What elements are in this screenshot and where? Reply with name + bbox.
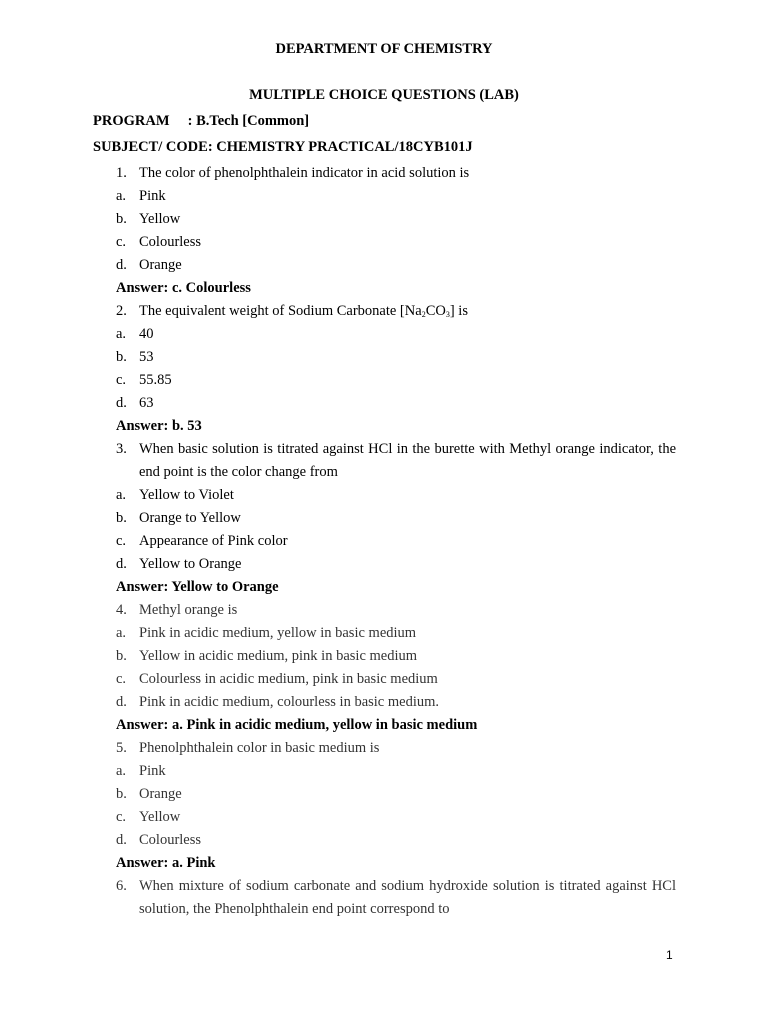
option-letter: a. [116,763,127,779]
option-letter: a. [116,188,127,204]
question-2 [116,300,676,323]
option-text: 53 [139,349,154,365]
option-text: Yellow [139,211,181,227]
option-row [116,691,676,714]
option-letter: c. [116,809,127,825]
option-row [116,484,676,507]
option-text: Orange [139,257,182,273]
option-row [116,806,676,829]
option-letter: c. [116,372,127,388]
question-text: Methyl orange is [139,602,238,618]
subscript: 2 [421,310,426,319]
question-5 [116,737,676,760]
question-4 [116,599,676,622]
subject-line: SUBJECT/ CODE: CHEMISTRY PRACTICAL/18CYB101J [93,139,473,155]
answer-line: Answer: a. Pink in acidic medium, yellow in basic medium [116,717,478,733]
option-text: Colourless in acidic medium, pink in basic medium [139,671,438,687]
option-text: Pink in acidic medium, colourless in basic medium. [139,694,440,710]
option-text: Orange to Yellow [139,510,241,526]
option-letter: b. [116,211,127,227]
question-text [139,300,676,323]
question-3 [116,438,676,484]
answer-line: Answer: c. Colourless [116,280,251,296]
option-letter: b. [116,648,127,664]
document-title: MULTIPLE CHOICE QUESTIONS (LAB) [249,87,519,103]
option-row [116,185,676,208]
question-number: 4. [116,602,127,618]
question-number: 3. [116,441,127,457]
option-row [116,346,676,369]
question-6 [116,875,676,921]
question-text: Phenolphthalein color in basic medium is [139,740,380,756]
option-text: Colourless [139,234,202,250]
option-row [116,760,676,783]
option-row [116,323,676,346]
department-heading: DEPARTMENT OF CHEMISTRY [275,41,493,57]
option-row [116,507,676,530]
option-letter: d. [116,556,127,572]
option-text: Colourless [139,832,202,848]
option-text: 55.85 [139,372,172,388]
question-text: When basic solution is titrated against HCl in the burette with Methyl orange indicator, the end point is the color change from [139,441,676,480]
option-letter: a. [116,326,127,342]
option-letter: c. [116,671,127,687]
option-letter: b. [116,349,127,365]
option-row [116,208,676,231]
option-row [116,254,676,277]
option-row [116,369,676,392]
option-row [116,231,676,254]
option-letter: d. [116,257,127,273]
option-text: Pink [139,188,166,204]
option-row [116,622,676,645]
answer-line: Answer: a. Pink [116,855,216,871]
option-letter: a. [116,625,127,641]
option-letter: b. [116,786,127,802]
option-letter: d. [116,395,127,411]
answer-line: Answer: Yellow to Orange [116,579,279,595]
question-text-part: ] is [449,303,468,319]
option-text: Pink in acidic medium, yellow in basic medium [139,625,417,641]
option-text: Yellow to Orange [139,556,242,572]
question-text: When mixture of sodium carbonate and sodium hydroxide solution is titrated against HCl solution, the Phenolphthalein end point correspond to [139,878,676,917]
question-1 [116,162,676,185]
option-row [116,392,676,415]
option-text: 40 [139,326,154,342]
question-number: 1. [116,165,127,181]
question-number: 6. [116,878,127,894]
option-text: Appearance of Pink color [139,533,288,549]
page-number: 1 [666,948,673,962]
option-letter: d. [116,832,127,848]
option-letter: b. [116,510,127,526]
program-line: PROGRAM : B.Tech [Common] [93,113,310,129]
option-row [116,645,676,668]
option-letter: c. [116,533,127,549]
option-text: Pink [139,763,166,779]
option-row [116,553,676,576]
option-letter: a. [116,487,127,503]
option-row [116,530,676,553]
question-text: The color of phenolphthalein indicator in acid solution is [139,165,470,181]
question-text-part: CO [425,303,446,319]
option-text: Yellow to Violet [139,487,234,503]
question-text-part: The equivalent weight of Sodium Carbonate [Na [139,303,422,319]
option-letter: c. [116,234,127,250]
option-text: Yellow [139,809,181,825]
option-letter: d. [116,694,127,710]
question-list [116,162,676,921]
answer-line: Answer: b. 53 [116,418,202,434]
subscript: 3 [445,310,450,319]
option-row [116,829,676,852]
option-text: 63 [139,395,154,411]
question-number: 2. [116,303,127,319]
question-number: 5. [116,740,127,756]
option-row [116,668,676,691]
option-text: Yellow in acidic medium, pink in basic medium [139,648,418,664]
option-text: Orange [139,786,182,802]
option-row [116,783,676,806]
